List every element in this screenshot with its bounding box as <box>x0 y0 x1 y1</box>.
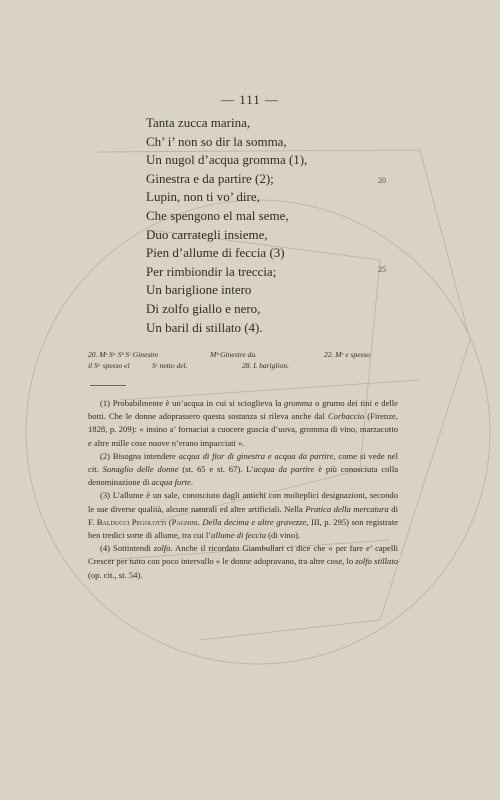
footnote-number: (1) <box>100 398 111 408</box>
variant-entry: 22. Mᶜ e spesso <box>324 350 371 359</box>
footnote-text-run: Sottintendi <box>110 543 154 554</box>
footnote-text-run: è più conosciuta colla denominazione di <box>88 464 399 488</box>
variant-entry: Sᶜ netto del. <box>152 361 188 370</box>
verse-line: Tanta zucca marina, <box>146 115 251 130</box>
footnote-italic-run: acqua da partire <box>253 464 315 475</box>
footnote-number: (4) <box>100 543 111 554</box>
verse-line: Un bariglione intero <box>146 282 252 298</box>
footnote-italic-run: Pratica della mercatura <box>305 503 389 514</box>
verse-line: Lupin, non ti vo’ dire, <box>146 189 260 205</box>
verse-line: Ch’ i’ non so dir la somma, <box>146 133 287 149</box>
footnote-text-run: . <box>197 516 203 527</box>
footnote-text-run: , come si vede nel cit. <box>88 450 398 475</box>
footnote-italic-run: acqua di fior di ginestra e acqua da partire <box>178 450 334 461</box>
footnote <box>88 450 398 490</box>
verse-line: Per rimbiondir la treccia; <box>146 263 277 279</box>
verse-line: Di zolfo giallo e nero, <box>146 300 261 316</box>
footnote-text-run: (di vino). <box>266 530 301 541</box>
variant-entry: il Sᵃ spesso el <box>88 361 130 370</box>
textual-variants <box>88 349 398 371</box>
footnote-italic-run: gromma <box>284 398 313 408</box>
footnote-italic-run: allume di feccia <box>211 530 267 541</box>
variant-entry: Mᵇ Ginestre da. <box>210 350 257 359</box>
footnote <box>88 397 398 450</box>
footnote-text-run: . <box>190 477 194 488</box>
variant-entry: 28. L bariglion. <box>242 361 289 370</box>
footnote-text-run: Bisogna intendere <box>110 450 179 461</box>
verse-block <box>146 114 406 337</box>
footnote-text-run: (op. cit., st. 54). <box>88 569 143 580</box>
footnote-text-run: di F. <box>88 503 398 527</box>
footnote-text-run: . Anche il ricordato Giambullari ci dice che « per fare e’ capelli Crescer per tutto con poco intervallo » le donne adopravano, tra altre cose, lo <box>88 543 398 567</box>
footnote <box>88 542 398 582</box>
footnote-rule <box>90 385 126 386</box>
verse-line: Un nugol d’acqua gromma (1), <box>146 152 308 168</box>
footnote-italic-run: Della decima e altre gravezze <box>202 516 307 527</box>
line-number: 20 <box>378 176 386 185</box>
footnote-italic-run: zolfo <box>153 543 171 554</box>
footnote-text-run: Probabilmente è un’acqua in cui si scioglieva la <box>110 398 285 408</box>
footnote-text-run: o grumo dei tini e delle botti. Che le donne adoprassero questa sostanza si rileva anche dal <box>88 398 398 422</box>
footnote-number: (2) <box>100 450 111 461</box>
footnote-number: (3) <box>100 490 111 501</box>
footnote-text-run: Balducci Pegolotti <box>96 516 167 527</box>
verse-line: Un baril di stillato (4). <box>146 319 263 335</box>
verse-line: Ginestra e da partire (2); <box>146 170 274 186</box>
page-number: — 111 — <box>220 92 280 107</box>
footnote-italic-run: zolfo stillato <box>355 556 399 567</box>
verse-line: Che spengono el mal seme, <box>146 207 289 223</box>
verse-line: Duo carrategli insieme, <box>146 226 268 242</box>
footnotes <box>88 397 398 582</box>
footnote-text-run: (Firenze, 1828, p. 209): « insino a’ fornaciai a cuocere guscia d’uova, gromma di vino, marzacotto e altre mille cose nuove n’erano impacciati ». <box>88 411 398 448</box>
footnote-text-run: (st. 65 e st. 67). L’ <box>178 464 254 475</box>
verse-line: Pien d’allume di feccia (3) <box>146 245 285 261</box>
footnote-italic-run: Sonaglio delle donne <box>102 464 179 475</box>
footnote-text-run: ( <box>166 516 172 527</box>
footnote-text-run: L’allume è un sale, conosciuto dagli antichi con molteplici designazioni, secondo le sue diverse qualità, alcune naturali ed altre artificiali. Nella <box>88 490 398 514</box>
line-number: 25 <box>378 265 386 274</box>
footnote-italic-run: Corbaccio <box>327 411 365 422</box>
footnote-text-run: Pagnini <box>171 516 198 527</box>
variant-entry: 20. Mˢ Sᵃ Sᵇ Sᶜ Ginestre <box>88 350 159 359</box>
footnote-italic-run: acqua forte <box>151 477 191 488</box>
footnote <box>88 489 398 542</box>
footnote-text-run: , III, p. 295) son registrate ben tredici sorte di allume, tra cui l’ <box>88 516 399 541</box>
